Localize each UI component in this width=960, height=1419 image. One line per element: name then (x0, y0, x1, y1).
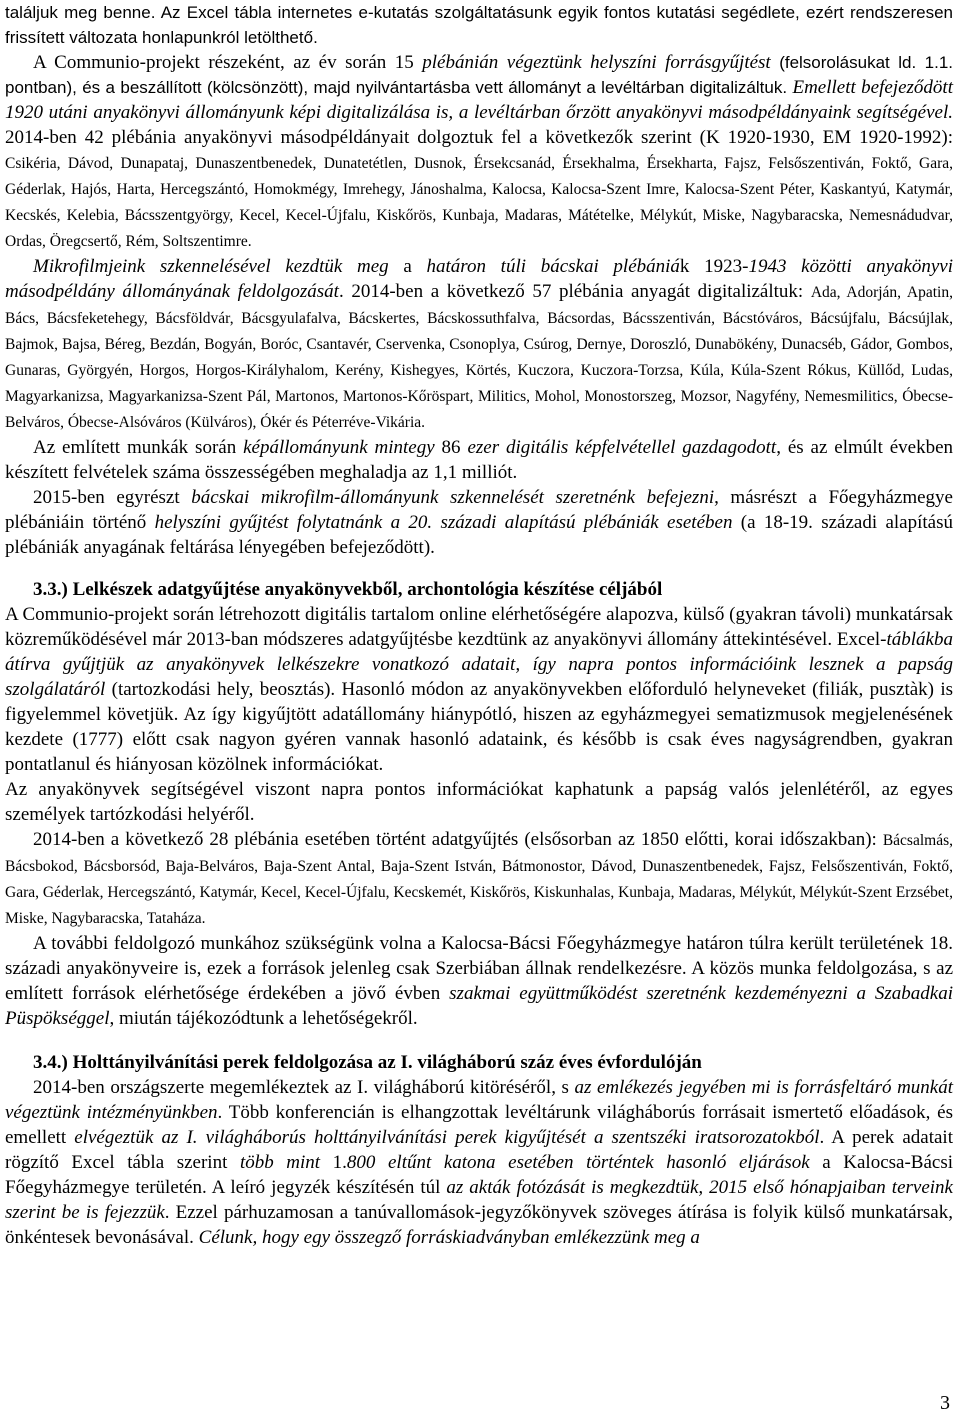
paragraph-image-count (5, 435, 953, 485)
section-heading-3-4: 3.4.) Holttányilvánítási perek feldolgozása az I. világháború száz éves évfordulóján (33, 1052, 702, 1073)
text: Az említett munkák során (33, 437, 244, 458)
paragraph-registry-presence (5, 777, 953, 827)
paragraph-communio-digitization (5, 50, 953, 254)
paragraph-excel-intro (5, 0, 953, 50)
emphasis: 800 eltűnt katona esetében történtek hasonló eljárások (346, 1152, 810, 1173)
parish-list: Ada, Adorján, Apatin, Bács, Bácsfeketehegy, Bácsföldvár, Bácsgyulafalva, Bácskertes, Bácskossuthfalva, Bácsordas, Bácsszentiván, Bácstóváros, Bácsújfalu, Bácsújlak, Bajmok, Bajsa, Béreg, Bezdán, Bogyán, Boróc, Csantavér, Cservenka, Csonoplya, Csúrog, Dernye, Doroszló, Dunabökény, Dunacséb, Gádor, Gombos, Gunaras, Györgyén, Horgos, Horgos-Királyhalom, Kerény, Kishegyes, Körtés, Kuczora, Kuczora-Torzsa, Kúla, Kúla-Szent Rókus, Küllőd, Ludas, Magyarkanizsa, Magyarkanizsa-Szent Pál, Martonos, Martonos-Kőröspart, Militics, Mohol, Monostorszeg, Mozsor, Nagyfény, Nemesmilitics, Óbecse-Belváros, Óbecse-Alsóváros (Külváros), Ókér és Péterréve-Vikária. (5, 284, 953, 431)
text: 2015-ben egyrészt (33, 487, 192, 508)
text: 2014-ben országszerte megemlékeztek az I. világháború kitöréséről, s (33, 1077, 575, 1098)
paragraph-ww1 (5, 1075, 953, 1250)
emphasis: bácskai mikrofilm-állományunk szkennelését szeretnénk befejezni (191, 487, 715, 508)
text: A további feldolgozó munkához szükségünk volna a Kalocsa-Bácsi Főegyházmegye határon túlra került területének 18. századi anyakönyveire is, ezek a források jelenleg csak Szerbiában állnak rendelkezésre. A közös munka feldolgozása, s az említett források elérhetősége érdekében a jövő évben (5, 933, 953, 1004)
text: 86 (434, 437, 468, 458)
paragraph-serbia-cooperation (5, 931, 953, 1031)
emphasis: Célunk, hogy egy összegző forráskiadványban emlékezzünk meg a (198, 1227, 700, 1248)
section-heading-3-3: 3.3.) Lelkészek adatgyűjtése anyakönyvekből, archontológia készítése céljából (33, 579, 663, 600)
paragraph-data-collection-2014 (5, 827, 953, 931)
text: 2014-ben 42 plébánia anyakönyvi másodpéldányait dolgoztuk fel a következők szerint (K 1920-1930, EM 1920-1992): (5, 127, 953, 148)
text: a Kalocsa-Bácsi Főegyházmegye területén. A leíró jegyzék készítésén túl (5, 1152, 954, 1198)
spacer (5, 1031, 953, 1050)
emphasis: több mint (239, 1152, 321, 1173)
paragraph-priest-data (5, 602, 953, 777)
page-number: 3 (940, 1392, 950, 1414)
emphasis: az emlékezés jegyében mi is forrásfeltáró munkát végeztünk intézményünkben (5, 1077, 953, 1123)
text: (a 18-19. századi alapítású plébániák anyagának feltárása lényegében befejeződött). (5, 512, 953, 558)
text: , és az elmúlt években készített felvételek száma összességében meghaladja az 1,1 milliót. (5, 437, 954, 483)
text: . A perek adatait rögzítő Excel tábla szerint (5, 1127, 953, 1173)
text: (felsorolásukat ld. 1.1. pontban), és a beszállított (kölcsönzött), majd nyilvántartásba vett állományt a levéltárban digitalizáltuk. (5, 53, 953, 97)
emphasis: helyszíni gyűjtést folytatnánk a 20. századi alapítású plébániák esetében (154, 512, 733, 533)
emphasis: szakmai együttműködést szeretnénk kezdeményezni a Szabadkai Püspökséggel (5, 983, 953, 1029)
emphasis: Mikrofilmjeink szkennelésével kezdtük meg (33, 256, 389, 277)
text: a (388, 256, 427, 277)
emphasis: Emellett befejeződött 1920 utáni anyakönyvi állományunk képi digitalizálása is, a levéltárban őrzött anyakönyvi másodpéldányaink segítségével. (5, 77, 953, 123)
emphasis: képállományunk mintegy (243, 437, 435, 458)
spacer (5, 560, 953, 577)
text: . Ezzel párhuzamosan a tanúvallomások-jegyzőkönyvek szöveges átírása is folyik külső munkatársak, önkéntesek bevonásával. (5, 1202, 953, 1248)
parish-list: Bácsalmás, Bácsbokod, Bácsborsód, Baja-Belváros, Baja-Szent Antal, Baja-Szent István, Bátmonostor, Dávod, Dunaszentbenedek, Fajsz, Felsőszentiván, Foktő, Gara, Géderlak, Hercegszántó, Katymár, Kecel, Kecel-Újfalu, Kecskemét, Kiskőrös, Kiskunhalas, Kunbaja, Madaras, Mélykút, Mélykút-Szent Erzsébet, Miske, Nagybaracska, Tataháza. (5, 832, 953, 927)
paragraph-microfilm (5, 254, 953, 435)
text: , miután tájékozódtunk a lehetőségekről. (109, 1008, 418, 1029)
document-page (5, 0, 953, 1250)
text: . Több konferencián is elhangzottak levéltárunk világháborús forrásait ismertető előadások, és emellett (5, 1102, 953, 1148)
text: Az anyakönyvek segítségével viszont napra pontos információkat kaphatunk a papság valós jelenlétéről, az egyes személyek tartózkodási helyéről. (5, 779, 953, 825)
text: (tartozkodási hely, beosztás). Hasonló módon az anyakönyvekben előforduló helyneveket (filiák, pusztàk) is figyelemmel követjük. Az így kigyűjtött adatállomány hiánypótló, hiszen az egyházmegyei sematizmusok megjelenésének kezdete (1777) előtt csak nagyon gyéren vannak hasonló adataink, és később is csak éves nagyságrendben, gyakran pontatlanul és hiányosan közölnek információkat. (5, 679, 953, 775)
paragraph-plans-2015 (5, 485, 953, 560)
emphasis: elvégeztük az I. világháborús holttányilvánítási perek kigyűjtését a szentszéki iratsorozatokból (74, 1127, 820, 1148)
emphasis: az akták fotózását is megkezdtük, 2015 első hónapjaiban terveink szerint be is fejezzük (5, 1177, 953, 1223)
text: k 1923- (679, 256, 749, 277)
text: , másrészt a Főegyházmegye plébániáin történő (5, 487, 953, 533)
emphasis: táblákba átírva gyűjtjük az anyakönyvek lelkészekre vonatkozó adatait, így napra pontos információink lesznek a papság szolgálatáról (5, 629, 953, 700)
emphasis: ezer digitális képfelvétellel gazdagodott (467, 437, 777, 458)
parish-list: Csikéria, Dávod, Dunapataj, Dunaszentbenedek, Dunatetétlen, Dusnok, Érsekcsanád, Érsekhalma, Érsekharta, Fajsz, Felsőszentiván, Foktő, Gara, Géderlak, Hajós, Harta, Hercegszántó, Homokmégy, Imrehegy, Jánoshalma, Kalocsa, Kalocsa-Szent Imre, Kalocsa-Szent Péter, Kaskantyú, Katymár, Kecskés, Kelebia, Bácsszentgyörgy, Kecel, Kecel-Újfalu, Kiskőrös, Kunbaja, Madaras, Mátételke, Mélykút, Miske, Nagybaracska, Nemesnádudvar, Ordas, Öregcsertő, Rém, Soltszentimre. (5, 155, 953, 250)
emphasis: határon túli bácskai plébániá (426, 256, 680, 277)
text: találjuk meg benne. Az Excel tábla internetes e-kutatás szolgáltatásunk egyik fontos kutatási segédlete, ezért rendszeresen frissített változata honlapunkról letölthető. (5, 3, 953, 47)
text: . 2014-ben a következő 57 plébánia anyagát digitalizáltuk: (338, 281, 811, 302)
text: 2014-ben a következő 28 plébánia esetében történt adatgyűjtés (elsősorban az 1850 előtti, korai időszakban): (33, 829, 883, 850)
text: A Communio-projekt részeként, az év során 15 (33, 52, 423, 73)
text: 1. (320, 1152, 347, 1173)
text: A Communio-projekt során létrehozott digitális tartalom online elérhetőségére alapozva, külső (gyakran távoli) munkatársak közreműködésével már 2013-ban módszeres adatgyűjtésbe kezdtünk az anyakönyvi állomány áttekintésével. Excel- (5, 604, 953, 650)
emphasis: plébánián végeztünk helyszíni forrásgyűjtést (422, 52, 771, 73)
emphasis: 1943 közötti anyakönyvi másodpéldány állományának feldolgozását (5, 256, 954, 302)
